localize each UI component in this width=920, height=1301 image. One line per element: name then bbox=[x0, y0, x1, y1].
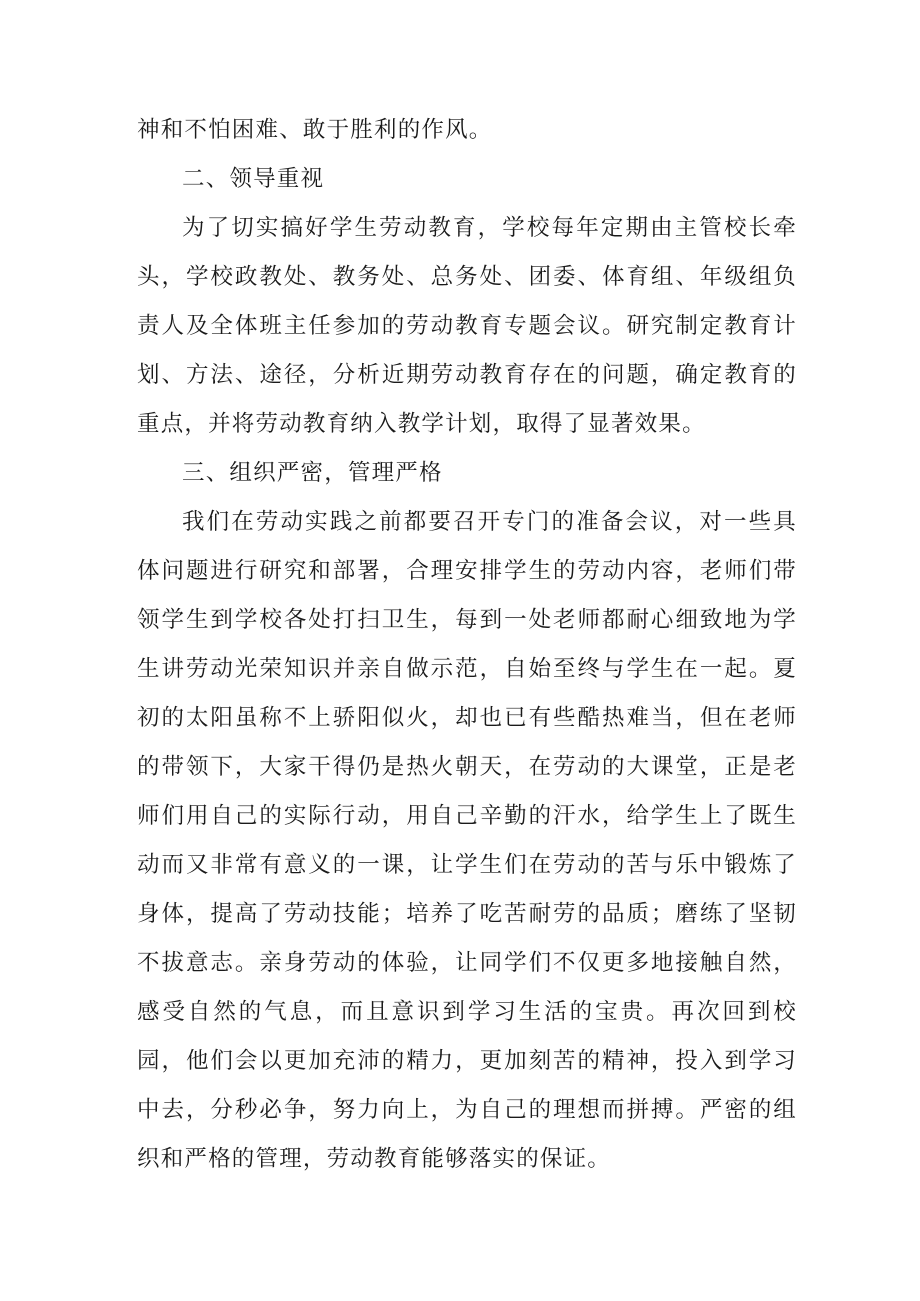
section-heading-leadership: 二、领导重视 bbox=[182, 166, 325, 192]
paragraph-organization: 我们在劳动实践之前都要召开专门的准备会议，对一些具体问题进行研究和部署，合理安排学生的劳动内容，老师们带领学生到学校各处打扫卫生，每到一处老师都耐心细致地为学生讲劳动光荣知识并亲自做示范，自始至终与学生在一起。夏初的太阳虽称不上骄阳似火，却也已有些酷热难当，但在老师的带领下，大家干得仍是热火朝天，在劳动的大课堂，正是老师们用自己的实际行动，用自己辛勤的汗水，给学生上了既生动而又非常有意义的一课，让学生们在劳动的苦与乐中锻炼了身体，提高了劳动技能；培养了吃苦耐劳的品质；磨练了坚韧不拔意志。亲身劳动的体验，让同学们不仅更多地接触自然，感受自然的气息，而且意识到学习生活的宝贵。再次回到校园，他们会以更加充沛的精力，更加刻苦的精神，投入到学习中去，分秒必争，努力向上，为自己的理想而拼搏。严密的组织和严格的管理，劳动教育能够落实的保证。 bbox=[137, 509, 797, 1172]
paragraph-continuation: 神和不怕困难、敢于胜利的作风。 bbox=[137, 117, 493, 143]
section-heading-organization: 三、组织严密，管理严格 bbox=[182, 460, 443, 486]
document-body bbox=[137, 106, 797, 1184]
paragraph-leadership: 为了切实搞好学生劳动教育，学校每年定期由主管校长牵头，学校政教处、教务处、总务处、团委、体育组、年级组负责人及全体班主任参加的劳动教育专题会议。研究制定教育计划、方法、途径，分析近期劳动教育存在的问题，确定教育的重点，并将劳动教育纳入教学计划，取得了显著效果。 bbox=[137, 215, 797, 437]
